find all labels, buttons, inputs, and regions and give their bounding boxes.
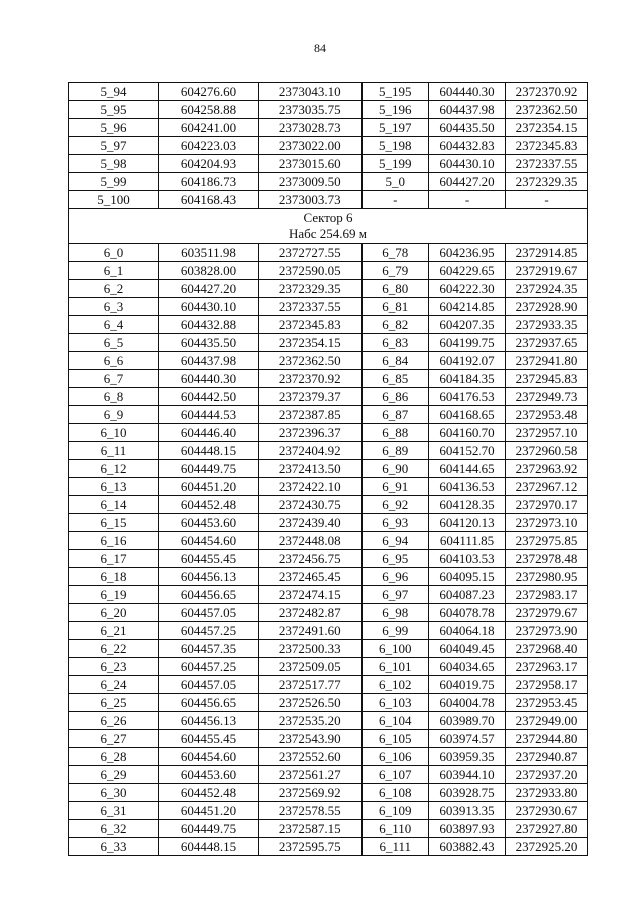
- y-coordinate-right: 2372978.48: [506, 550, 588, 568]
- y-coordinate-left: 2372474.15: [259, 586, 362, 604]
- point-id-right: 6_90: [362, 460, 429, 478]
- x-coordinate-left: 604258.88: [159, 101, 259, 119]
- x-coordinate-left: 604451.20: [159, 802, 259, 820]
- x-coordinate-left: 604457.35: [159, 640, 259, 658]
- table-row: [69, 730, 588, 748]
- y-coordinate-right: 2372362.50: [506, 101, 588, 119]
- point-id-right: 6_89: [362, 442, 429, 460]
- point-id-left: 6_1: [69, 262, 159, 280]
- point-id-right: 5_199: [362, 155, 429, 173]
- point-id-right: 6_111: [362, 838, 429, 856]
- y-coordinate-right: 2372933.35: [506, 316, 588, 334]
- x-coordinate-left: 604241.00: [159, 119, 259, 137]
- y-coordinate-left: 2372422.10: [259, 478, 362, 496]
- x-coordinate-right: 604432.83: [429, 137, 506, 155]
- point-id-right: 6_92: [362, 496, 429, 514]
- point-id-left: 6_9: [69, 406, 159, 424]
- x-coordinate-right: 604176.53: [429, 388, 506, 406]
- y-coordinate-left: 2372465.45: [259, 568, 362, 586]
- table-row: [69, 352, 588, 370]
- table-row: [69, 101, 588, 119]
- x-coordinate-right: 604168.65: [429, 406, 506, 424]
- point-id-left: 6_3: [69, 298, 159, 316]
- x-coordinate-left: 604435.50: [159, 334, 259, 352]
- point-id-left: 6_18: [69, 568, 159, 586]
- x-coordinate-right: 604034.65: [429, 658, 506, 676]
- x-coordinate-left: 604432.88: [159, 316, 259, 334]
- x-coordinate-right: 604111.85: [429, 532, 506, 550]
- y-coordinate-left: 2372595.75: [259, 838, 362, 856]
- y-coordinate-left: 2372413.50: [259, 460, 362, 478]
- point-id-left: 6_19: [69, 586, 159, 604]
- y-coordinate-left: 2372337.55: [259, 298, 362, 316]
- table-row: [69, 550, 588, 568]
- y-coordinate-right: 2372329.35: [506, 173, 588, 191]
- y-coordinate-right: 2372970.17: [506, 496, 588, 514]
- table-row: [69, 820, 588, 838]
- point-id-right: 6_86: [362, 388, 429, 406]
- y-coordinate-left: 2372456.75: [259, 550, 362, 568]
- sector-header: [69, 209, 588, 244]
- y-coordinate-left: 2373009.50: [259, 173, 362, 191]
- point-id-left: 6_23: [69, 658, 159, 676]
- table-row: [69, 424, 588, 442]
- point-id-right: 6_98: [362, 604, 429, 622]
- table-row: [69, 460, 588, 478]
- point-id-left: 6_22: [69, 640, 159, 658]
- table-row: [69, 496, 588, 514]
- point-id-right: 6_80: [362, 280, 429, 298]
- table-row: [69, 712, 588, 730]
- point-id-left: 6_26: [69, 712, 159, 730]
- point-id-right: 6_94: [362, 532, 429, 550]
- x-coordinate-left: 604455.45: [159, 730, 259, 748]
- point-id-left: 6_24: [69, 676, 159, 694]
- x-coordinate-left: 604168.43: [159, 191, 259, 209]
- y-coordinate-left: 2372439.40: [259, 514, 362, 532]
- x-coordinate-right: 604049.45: [429, 640, 506, 658]
- x-coordinate-right: 604095.15: [429, 568, 506, 586]
- sector-subtitle: Набс 254.69 м: [288, 226, 368, 241]
- y-coordinate-right: 2372370.92: [506, 83, 588, 101]
- point-id-right: 6_88: [362, 424, 429, 442]
- point-id-right: 6_101: [362, 658, 429, 676]
- point-id-left: 6_14: [69, 496, 159, 514]
- y-coordinate-left: 2372379.37: [259, 388, 362, 406]
- x-coordinate-left: 604276.60: [159, 83, 259, 101]
- y-coordinate-left: 2373015.60: [259, 155, 362, 173]
- x-coordinate-left: 604457.05: [159, 676, 259, 694]
- y-coordinate-right: 2372937.20: [506, 766, 588, 784]
- table-row: [69, 640, 588, 658]
- point-id-right: 6_82: [362, 316, 429, 334]
- x-coordinate-left: 604440.30: [159, 370, 259, 388]
- y-coordinate-right: 2372337.55: [506, 155, 588, 173]
- point-id-right: 6_100: [362, 640, 429, 658]
- y-coordinate-right: 2372973.10: [506, 514, 588, 532]
- point-id-right: 6_105: [362, 730, 429, 748]
- point-id-left: 5_100: [69, 191, 159, 209]
- x-coordinate-right: 604004.78: [429, 694, 506, 712]
- x-coordinate-right: 604229.65: [429, 262, 506, 280]
- table-row: [69, 173, 588, 191]
- x-coordinate-left: 604454.60: [159, 532, 259, 550]
- x-coordinate-right: 604207.35: [429, 316, 506, 334]
- table-row: [69, 838, 588, 856]
- x-coordinate-right: 604214.85: [429, 298, 506, 316]
- y-coordinate-left: 2372526.50: [259, 694, 362, 712]
- table-row: [69, 298, 588, 316]
- x-coordinate-right: 603913.35: [429, 802, 506, 820]
- y-coordinate-right: 2372980.95: [506, 568, 588, 586]
- x-coordinate-left: 604446.40: [159, 424, 259, 442]
- x-coordinate-right: 604144.65: [429, 460, 506, 478]
- x-coordinate-left: 604437.98: [159, 352, 259, 370]
- y-coordinate-left: 2372578.55: [259, 802, 362, 820]
- point-id-right: 6_95: [362, 550, 429, 568]
- point-id-left: 5_97: [69, 137, 159, 155]
- y-coordinate-left: 2372569.92: [259, 784, 362, 802]
- y-coordinate-left: 2372590.05: [259, 262, 362, 280]
- x-coordinate-left: 604448.15: [159, 838, 259, 856]
- table-row: [69, 370, 588, 388]
- table-row: [69, 748, 588, 766]
- table-body-top: [69, 83, 588, 209]
- x-coordinate-left: 604452.48: [159, 784, 259, 802]
- point-id-right: 6_85: [362, 370, 429, 388]
- y-coordinate-left: 2372430.75: [259, 496, 362, 514]
- point-id-left: 6_16: [69, 532, 159, 550]
- y-coordinate-right: 2372983.17: [506, 586, 588, 604]
- x-coordinate-right: 604435.50: [429, 119, 506, 137]
- y-coordinate-right: 2372949.73: [506, 388, 588, 406]
- point-id-right: 6_91: [362, 478, 429, 496]
- x-coordinate-right: 604430.10: [429, 155, 506, 173]
- y-coordinate-right: 2372924.35: [506, 280, 588, 298]
- table-body-bottom: [69, 244, 588, 856]
- y-coordinate-right: 2372928.90: [506, 298, 588, 316]
- x-coordinate-left: 604454.60: [159, 748, 259, 766]
- y-coordinate-left: 2372345.83: [259, 316, 362, 334]
- point-id-right: 6_79: [362, 262, 429, 280]
- point-id-right: -: [362, 191, 429, 209]
- x-coordinate-left: 604449.75: [159, 460, 259, 478]
- x-coordinate-left: 604452.48: [159, 496, 259, 514]
- table-row: [69, 766, 588, 784]
- table-row: [69, 802, 588, 820]
- x-coordinate-right: 604078.78: [429, 604, 506, 622]
- y-coordinate-left: 2373035.75: [259, 101, 362, 119]
- x-coordinate-right: 603882.43: [429, 838, 506, 856]
- y-coordinate-right: 2372958.17: [506, 676, 588, 694]
- y-coordinate-right: 2372944.80: [506, 730, 588, 748]
- point-id-left: 6_27: [69, 730, 159, 748]
- x-coordinate-right: 603974.57: [429, 730, 506, 748]
- x-coordinate-right: 604064.18: [429, 622, 506, 640]
- point-id-left: 6_4: [69, 316, 159, 334]
- y-coordinate-right: 2372914.85: [506, 244, 588, 262]
- x-coordinate-right: 603928.75: [429, 784, 506, 802]
- table-row: [69, 316, 588, 334]
- x-coordinate-left: 604451.20: [159, 478, 259, 496]
- y-coordinate-right: 2372354.15: [506, 119, 588, 137]
- y-coordinate-right: 2372953.48: [506, 406, 588, 424]
- y-coordinate-right: 2372967.12: [506, 478, 588, 496]
- y-coordinate-left: 2372517.77: [259, 676, 362, 694]
- y-coordinate-right: 2372930.67: [506, 802, 588, 820]
- y-coordinate-left: 2372387.85: [259, 406, 362, 424]
- point-id-right: 5_0: [362, 173, 429, 191]
- x-coordinate-right: 604136.53: [429, 478, 506, 496]
- x-coordinate-left: 603828.00: [159, 262, 259, 280]
- point-id-right: 6_99: [362, 622, 429, 640]
- x-coordinate-left: 604453.60: [159, 514, 259, 532]
- sector-title: Сектор 6: [303, 210, 353, 225]
- y-coordinate-right: 2372975.85: [506, 532, 588, 550]
- x-coordinate-left: 604449.75: [159, 820, 259, 838]
- y-coordinate-right: 2372973.90: [506, 622, 588, 640]
- x-coordinate-left: 604223.03: [159, 137, 259, 155]
- point-id-left: 6_5: [69, 334, 159, 352]
- point-id-left: 6_25: [69, 694, 159, 712]
- point-id-left: 5_99: [69, 173, 159, 191]
- x-coordinate-right: 604437.98: [429, 101, 506, 119]
- point-id-right: 5_197: [362, 119, 429, 137]
- x-coordinate-right: 604160.70: [429, 424, 506, 442]
- y-coordinate-left: 2372362.50: [259, 352, 362, 370]
- x-coordinate-right: 604019.75: [429, 676, 506, 694]
- x-coordinate-left: 604457.25: [159, 622, 259, 640]
- table-row: [69, 334, 588, 352]
- x-coordinate-right: 603897.93: [429, 820, 506, 838]
- table-row: [69, 442, 588, 460]
- sector-header-group: [69, 209, 588, 244]
- table-row: [69, 694, 588, 712]
- point-id-right: 6_103: [362, 694, 429, 712]
- x-coordinate-right: 604087.23: [429, 586, 506, 604]
- x-coordinate-left: 604456.13: [159, 712, 259, 730]
- page-number: 84: [314, 41, 326, 55]
- point-id-right: 6_104: [362, 712, 429, 730]
- point-id-right: 6_87: [362, 406, 429, 424]
- table-row: [69, 280, 588, 298]
- point-id-left: 6_12: [69, 460, 159, 478]
- x-coordinate-right: -: [429, 191, 506, 209]
- y-coordinate-left: 2372448.08: [259, 532, 362, 550]
- point-id-left: 5_94: [69, 83, 159, 101]
- table-row: [69, 83, 588, 101]
- y-coordinate-left: 2373003.73: [259, 191, 362, 209]
- x-coordinate-left: 604448.15: [159, 442, 259, 460]
- point-id-left: 6_30: [69, 784, 159, 802]
- x-coordinate-right: 604184.35: [429, 370, 506, 388]
- point-id-right: 6_107: [362, 766, 429, 784]
- table-row: [69, 568, 588, 586]
- point-id-left: 6_11: [69, 442, 159, 460]
- point-id-left: 5_96: [69, 119, 159, 137]
- x-coordinate-right: 604440.30: [429, 83, 506, 101]
- point-id-left: 6_31: [69, 802, 159, 820]
- point-id-left: 5_98: [69, 155, 159, 173]
- table-row: [69, 244, 588, 262]
- x-coordinate-right: 604128.35: [429, 496, 506, 514]
- point-id-left: 6_0: [69, 244, 159, 262]
- x-coordinate-right: 604152.70: [429, 442, 506, 460]
- x-coordinate-left: 604186.73: [159, 173, 259, 191]
- x-coordinate-left: 604430.10: [159, 298, 259, 316]
- y-coordinate-left: 2373022.00: [259, 137, 362, 155]
- y-coordinate-right: 2372960.58: [506, 442, 588, 460]
- x-coordinate-right: 604103.53: [429, 550, 506, 568]
- x-coordinate-right: 603959.35: [429, 748, 506, 766]
- point-id-left: 6_32: [69, 820, 159, 838]
- y-coordinate-right: 2372919.67: [506, 262, 588, 280]
- table-row: [69, 676, 588, 694]
- x-coordinate-left: 604456.13: [159, 568, 259, 586]
- table-row: [69, 191, 588, 209]
- table-row: [69, 658, 588, 676]
- y-coordinate-left: 2372552.60: [259, 748, 362, 766]
- x-coordinate-left: 604456.65: [159, 586, 259, 604]
- point-id-left: 6_33: [69, 838, 159, 856]
- x-coordinate-left: 604457.25: [159, 658, 259, 676]
- x-coordinate-left: 604456.65: [159, 694, 259, 712]
- y-coordinate-left: 2372500.33: [259, 640, 362, 658]
- x-coordinate-right: 604120.13: [429, 514, 506, 532]
- y-coordinate-right: 2372937.65: [506, 334, 588, 352]
- x-coordinate-right: 604192.07: [429, 352, 506, 370]
- x-coordinate-right: 603989.70: [429, 712, 506, 730]
- x-coordinate-left: 604442.50: [159, 388, 259, 406]
- table-row: [69, 137, 588, 155]
- y-coordinate-right: 2372963.92: [506, 460, 588, 478]
- x-coordinate-left: 604455.45: [159, 550, 259, 568]
- x-coordinate-left: 604444.53: [159, 406, 259, 424]
- y-coordinate-right: 2372925.20: [506, 838, 588, 856]
- point-id-left: 6_13: [69, 478, 159, 496]
- y-coordinate-left: 2372587.15: [259, 820, 362, 838]
- point-id-right: 6_96: [362, 568, 429, 586]
- y-coordinate-left: 2372535.20: [259, 712, 362, 730]
- point-id-left: 6_10: [69, 424, 159, 442]
- point-id-left: 6_29: [69, 766, 159, 784]
- x-coordinate-left: 604457.05: [159, 604, 259, 622]
- point-id-left: 6_2: [69, 280, 159, 298]
- table-row: [69, 388, 588, 406]
- y-coordinate-left: 2373028.73: [259, 119, 362, 137]
- y-coordinate-right: -: [506, 191, 588, 209]
- y-coordinate-left: 2372561.27: [259, 766, 362, 784]
- x-coordinate-left: 604453.60: [159, 766, 259, 784]
- point-id-right: 6_102: [362, 676, 429, 694]
- point-id-right: 6_108: [362, 784, 429, 802]
- y-coordinate-left: 2372354.15: [259, 334, 362, 352]
- y-coordinate-left: 2372329.35: [259, 280, 362, 298]
- point-id-right: 6_93: [362, 514, 429, 532]
- y-coordinate-left: 2373043.10: [259, 83, 362, 101]
- table-row: [69, 784, 588, 802]
- y-coordinate-right: 2372945.83: [506, 370, 588, 388]
- y-coordinate-left: 2372509.05: [259, 658, 362, 676]
- point-id-left: 6_6: [69, 352, 159, 370]
- point-id-right: 5_198: [362, 137, 429, 155]
- x-coordinate-left: 603511.98: [159, 244, 259, 262]
- sector-header-row: [69, 209, 588, 244]
- point-id-left: 6_17: [69, 550, 159, 568]
- table-row: [69, 586, 588, 604]
- x-coordinate-right: 604236.95: [429, 244, 506, 262]
- table-row: [69, 262, 588, 280]
- y-coordinate-right: 2372927.80: [506, 820, 588, 838]
- point-id-right: 6_110: [362, 820, 429, 838]
- x-coordinate-right: 604199.75: [429, 334, 506, 352]
- table-row: [69, 155, 588, 173]
- point-id-left: 6_8: [69, 388, 159, 406]
- y-coordinate-right: 2372940.87: [506, 748, 588, 766]
- y-coordinate-left: 2372396.37: [259, 424, 362, 442]
- table-row: [69, 622, 588, 640]
- point-id-right: 5_195: [362, 83, 429, 101]
- point-id-left: 5_95: [69, 101, 159, 119]
- y-coordinate-left: 2372482.87: [259, 604, 362, 622]
- x-coordinate-left: 604204.93: [159, 155, 259, 173]
- coordinates-table: [68, 82, 588, 856]
- x-coordinate-right: 603944.10: [429, 766, 506, 784]
- point-id-left: 6_15: [69, 514, 159, 532]
- y-coordinate-right: 2372963.17: [506, 658, 588, 676]
- point-id-right: 6_97: [362, 586, 429, 604]
- x-coordinate-right: 604222.30: [429, 280, 506, 298]
- point-id-right: 6_84: [362, 352, 429, 370]
- y-coordinate-right: 2372933.80: [506, 784, 588, 802]
- y-coordinate-left: 2372404.92: [259, 442, 362, 460]
- y-coordinate-right: 2372979.67: [506, 604, 588, 622]
- table-row: [69, 514, 588, 532]
- point-id-right: 6_83: [362, 334, 429, 352]
- point-id-left: 6_21: [69, 622, 159, 640]
- point-id-left: 6_20: [69, 604, 159, 622]
- point-id-left: 6_28: [69, 748, 159, 766]
- table-row: [69, 406, 588, 424]
- point-id-right: 6_109: [362, 802, 429, 820]
- y-coordinate-left: 2372370.92: [259, 370, 362, 388]
- y-coordinate-right: 2372949.00: [506, 712, 588, 730]
- x-coordinate-left: 604427.20: [159, 280, 259, 298]
- table-row: [69, 532, 588, 550]
- table-row: [69, 119, 588, 137]
- y-coordinate-left: 2372727.55: [259, 244, 362, 262]
- y-coordinate-left: 2372491.60: [259, 622, 362, 640]
- y-coordinate-left: 2372543.90: [259, 730, 362, 748]
- point-id-right: 5_196: [362, 101, 429, 119]
- point-id-right: 6_78: [362, 244, 429, 262]
- y-coordinate-right: 2372345.83: [506, 137, 588, 155]
- point-id-left: 6_7: [69, 370, 159, 388]
- point-id-right: 6_106: [362, 748, 429, 766]
- y-coordinate-right: 2372957.10: [506, 424, 588, 442]
- y-coordinate-right: 2372941.80: [506, 352, 588, 370]
- y-coordinate-right: 2372953.45: [506, 694, 588, 712]
- point-id-right: 6_81: [362, 298, 429, 316]
- y-coordinate-right: 2372968.40: [506, 640, 588, 658]
- table-row: [69, 604, 588, 622]
- x-coordinate-right: 604427.20: [429, 173, 506, 191]
- table-row: [69, 478, 588, 496]
